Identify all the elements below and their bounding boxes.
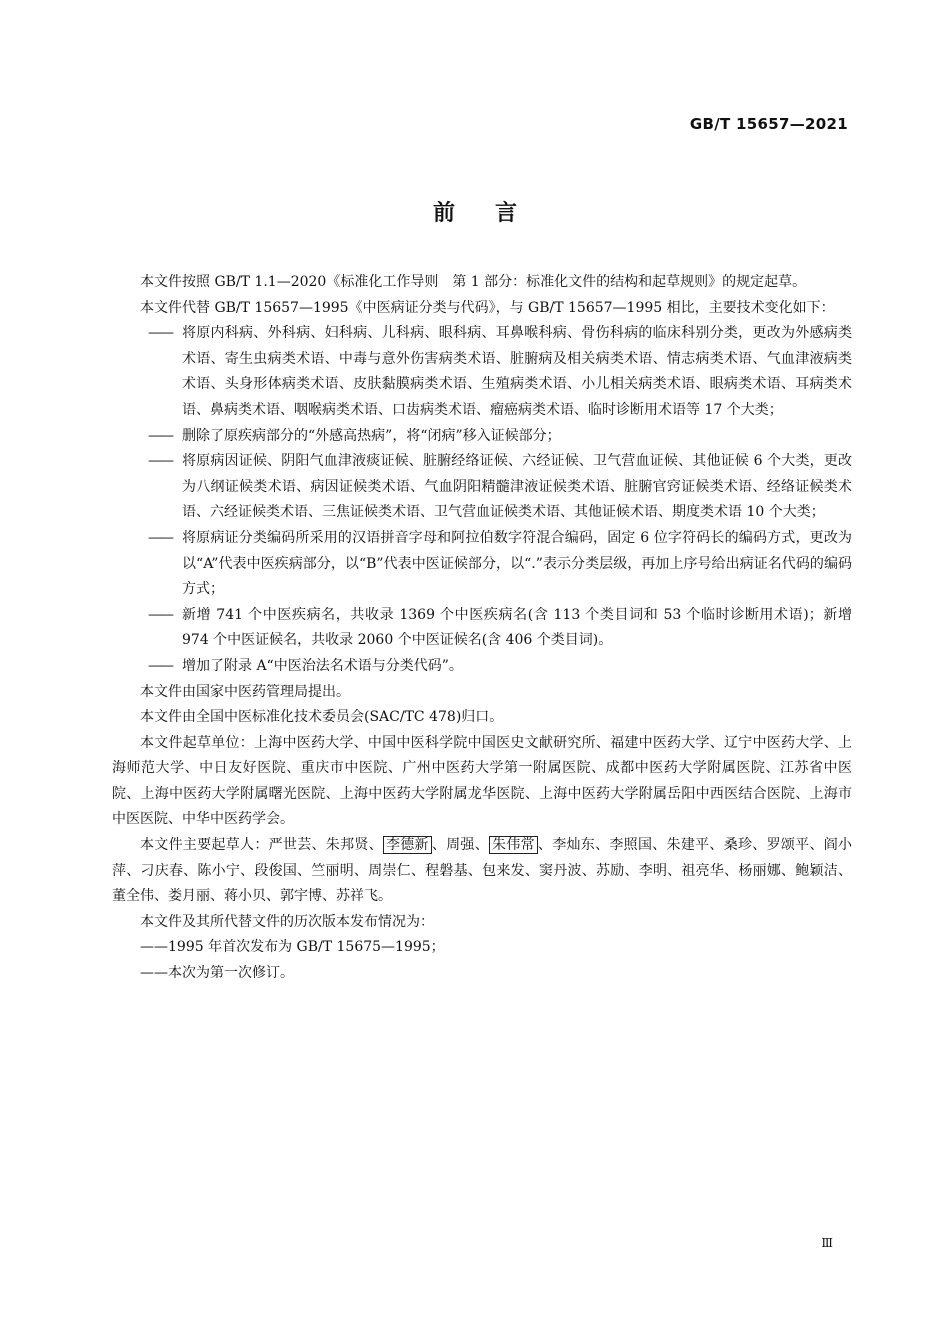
page-title: 前言 [432, 201, 557, 226]
history-item-text: 1995 年首次发布为 GB/T 15675—1995； [168, 939, 445, 956]
dash-marker: —— [140, 965, 168, 982]
foreword-body [112, 270, 852, 987]
paragraph-proposer: 本文件由国家中医药管理局提出。 [140, 683, 350, 700]
change-item-text: 增加了附录 A“中医治法名术语与分类代码”。 [182, 657, 463, 674]
paragraph-committee: 本文件由全国中医标准化技术委员会(SAC/TC 478)归口。 [140, 709, 504, 726]
page-number: Ⅲ [821, 1236, 833, 1250]
history-item-text: 本次为第一次修订。 [168, 965, 294, 982]
change-item [112, 449, 852, 526]
change-item-text: 将原病证分类编码所采用的汉语拼音字母和阿拉伯数字符混合编码，固定 6 位字符码长的编码方式，更改为以“A”代表中医疾病部分，以“B”代表中医证候部分，以“.”表示分类层级，再加上序号给出病证名代码的编码方式； [182, 529, 852, 598]
change-item [112, 321, 852, 423]
change-item-text: 将原病因证候、阴阳气血津液痰证候、脏腑经络证候、六经证候、卫气营血证候、其他证候 6 个大类，更改为八纲证候类术语、病因证候类术语、气血阴阳精髓津液证候类术语、脏腑官窍证候类术语、经络证候类术语、六经证候类术语、三焦证候类术语、卫气营血证候类术语、其他证候术语、期度类术语 10 个大类； [182, 453, 852, 521]
separator: 、 [431, 837, 447, 854]
standard-number: GB/T 15657—2021 [689, 115, 848, 133]
drafter-name: 严世芸 [268, 837, 312, 854]
dash-marker: —— [140, 939, 168, 956]
drafter-name-boxed: 李德新 [383, 836, 432, 854]
paragraph-replacement: 本文件代替 GB/T 15657—1995《中医病证分类与代码》，与 GB/T 15657—1995 相比，主要技术变化如下： [140, 299, 835, 316]
dash-marker: —— [148, 657, 172, 674]
change-item-text: 删除了原疾病部分的“外感高热病”，将“闭病”移入证候部分； [182, 427, 561, 444]
dash-marker: —— [148, 529, 172, 546]
change-item [112, 654, 852, 680]
change-item [112, 526, 852, 603]
paragraph-drafting-units: 本文件起草单位：上海中医药大学、中国中医科学院中国医史文献研究所、福建中医药大学、辽宁中医药大学、上海师范大学、中日友好医院、重庆市中医院、广州中医药大学第一附属医院、成都中医药大学附属医院、江苏省中医院、上海中医药大学附属曙光医院、上海中医药大学附属龙华医院、上海中医药大学附属岳阳中西医结合医院、上海市中医医院、中华中医药学会。 [112, 734, 852, 828]
dash-marker: —— [148, 453, 172, 470]
history-item [112, 961, 852, 987]
drafters-lead: 本文件主要起草人： [140, 837, 269, 854]
history-item [112, 935, 852, 961]
drafter-name: 朱邦贤 [325, 837, 369, 854]
separator: 、 [474, 837, 490, 854]
separator: 、 [311, 837, 326, 854]
paragraph-history-intro: 本文件及其所代替文件的历次版本发布情况为： [140, 913, 434, 930]
separator: 、 [368, 837, 383, 854]
dash-marker: —— [148, 606, 172, 623]
drafter-name-boxed: 朱伟常 [489, 836, 538, 854]
paragraph-drafters [112, 833, 852, 910]
change-item [112, 424, 852, 450]
paragraph-drafting-rules: 本文件按照 GB/T 1.1—2020《标准化工作导则 第 1 部分：标准化文件的结构和起草规则》的规定起草。 [140, 274, 807, 290]
change-item [112, 603, 852, 654]
dash-marker: —— [148, 427, 172, 444]
drafter-name: 周强 [446, 837, 475, 854]
dash-marker: —— [148, 325, 172, 342]
change-item-text: 新增 741 个中医疾病名，共收录 1369 个中医疾病名(含 113 个类目词和 53 个临时诊断用术语)；新增 974 个中医证候名，共收录 2060 个中医证候名(含 406 个类目词)。 [182, 606, 852, 649]
change-item-text: 将原内科病、外科病、妇科病、儿科病、眼科病、耳鼻喉科病、骨伤科病的临床科别分类，更改为外感病类术语、寄生虫病类术语、中毒与意外伤害病类术语、脏腑病及相关病类术语、情志病类术语、气血津液病类术语、头身形体病类术语、皮肤黏膜病类术语、生殖病类术语、小儿相关病类术语、眼病类术语、耳病类术语、鼻病类术语、咽喉病类术语、口齿病类术语、瘤癌病类术语、临时诊断用术语等 17 个大类； [182, 325, 852, 418]
drafters-rest: 、李灿东、李照国、朱建平、桑珍、罗颂平、阎小萍、刁庆春、陈小宁、段俊国、竺丽明、周崇仁、程磐基、包来发、窦丹波、苏励、李明、祖亮华、杨丽娜、鲍颖洁、董全伟、娄月丽、蒋小贝、郭宇博、苏祥飞。 [112, 837, 853, 905]
